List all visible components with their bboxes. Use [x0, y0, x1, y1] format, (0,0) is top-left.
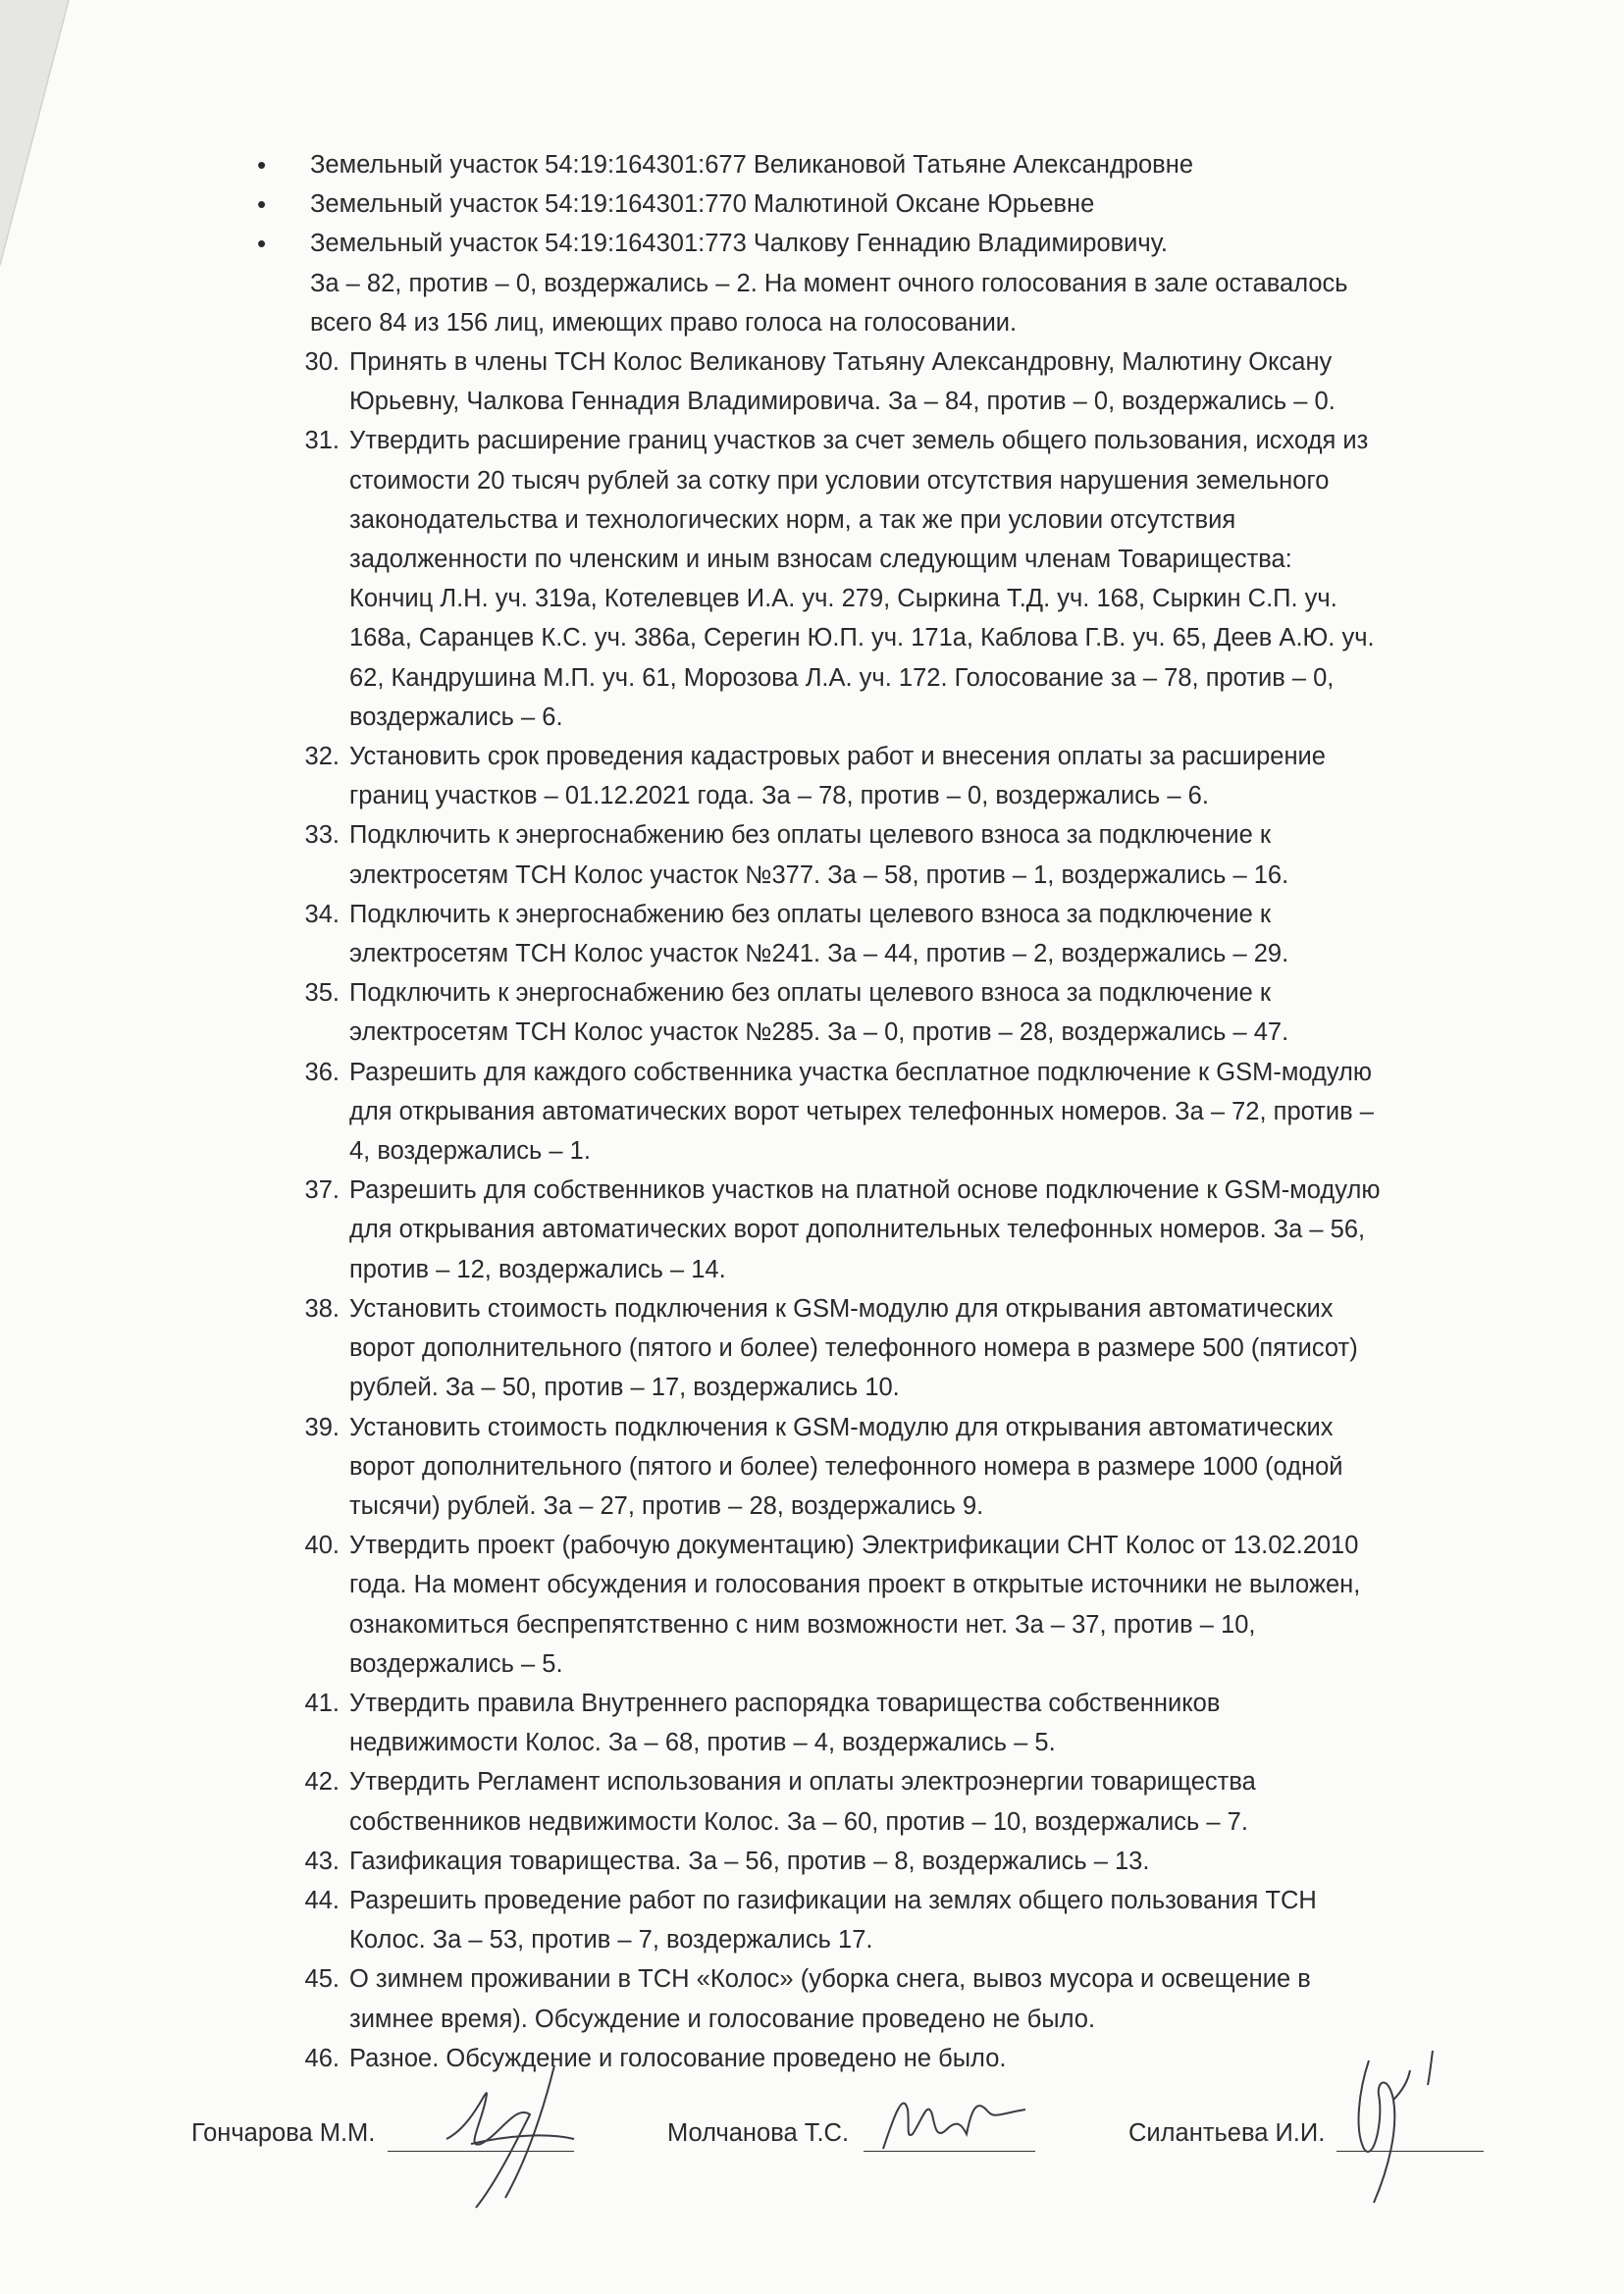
list-item [304, 1171, 1493, 1289]
item-text-line: Юрьевну, Чалкова Геннадия Владимировича. За – 84, против – 0, воздержались – 0. [349, 388, 1336, 416]
item-number: 42. [304, 1768, 340, 1797]
item-number: 38. [304, 1294, 340, 1323]
item-text-line: Подключить к энергоснабжению без оплаты целевого взноса за подключение к [349, 979, 1272, 1008]
item-text-line: ворот дополнительного (пятого и более) телефонного номера в размере 500 (пятисот) [349, 1334, 1358, 1363]
item-text-line: недвижимости Колос. За – 68, против – 4, воздержались – 5. [349, 1729, 1056, 1757]
item-text-line: 62, Кандрушина М.П. уч. 61, Морозова Л.А. уч. 172. Голосование за – 78, против – 0, [349, 663, 1335, 692]
item-text-line: Установить стоимость подключения к GSM-модулю для открывания автоматических [349, 1294, 1334, 1323]
item-text-line: границ участков – 01.12.2021 года. За – 78, против – 0, воздержались – 6. [349, 782, 1209, 810]
item-number: 44. [304, 1886, 340, 1914]
item-text-line: Утвердить Регламент использования и оплаты электроэнергии товарищества [349, 1768, 1256, 1797]
list-item [304, 1289, 1493, 1408]
item-number: 36. [304, 1058, 340, 1086]
item-text-line: Утвердить правила Внутреннего распорядка товарищества собственников [349, 1689, 1221, 1717]
item-text-line: электросетям ТСН Колос участок №285. За – 0, против – 28, воздержались – 47. [349, 1018, 1289, 1047]
item-number: 41. [304, 1689, 340, 1717]
item-number: 30. [304, 348, 340, 377]
item-text-line: года. На момент обсуждения и голосования проект в открытые источники не выложен, [349, 1571, 1361, 1599]
list-item [304, 1526, 1493, 1684]
item-text-line: Разное. Обсуждение и голосование проведено не было. [349, 2044, 1007, 2072]
item-text-line: Подключить к энергоснабжению без оплаты целевого взноса за подключение к [349, 821, 1272, 850]
item-text-line: тысячи) рублей. За – 27, против – 28, воздержались 9. [349, 1491, 984, 1520]
list-item: • Земельный участок 54:19:164301:677 Великановой Татьяне Александровне [257, 145, 1493, 184]
item-text-line: Разрешить для собственников участков на платной основе подключение к GSM-модулю [349, 1176, 1381, 1205]
item-text-line: воздержались – 5. [349, 1649, 563, 1678]
signature-block [0, 2095, 1624, 2252]
item-text-line: Утвердить проект (рабочую документацию) Электрификации СНТ Колос от 13.02.2010 [349, 1532, 1359, 1560]
item-number: 34. [304, 900, 340, 928]
item-text-line: ворот дополнительного (пятого и более) телефонного номера в размере 1000 (одной [349, 1452, 1343, 1481]
item-number: 46. [304, 2044, 340, 2072]
item-number: 31. [304, 427, 340, 455]
item-text-line: Газификация товарищества. За – 56, против – 8, воздержались – 13. [349, 1847, 1150, 1875]
list-item [304, 1762, 1493, 1841]
item-text-line: против – 12, воздержались – 14. [349, 1255, 726, 1283]
page-fold-shadow [0, 0, 118, 275]
handwritten-signature [878, 2080, 1035, 2159]
list-item [304, 1053, 1493, 1172]
item-text-line: Установить срок проведения кадастровых работ и внесения оплаты за расширение [349, 743, 1326, 771]
item-text-line: электросетям ТСН Колос участок №241. За – 44, против – 2, воздержались – 29. [349, 940, 1289, 968]
item-number: 35. [304, 979, 340, 1008]
signatory-name: Силантьева И.И. [1128, 2119, 1326, 2147]
item-text-line: Кончиц Л.Н. уч. 319а, Котелевцев И.А. уч. 279, Сыркина Т.Д. уч. 168, Сыркин С.П. уч. [349, 585, 1337, 613]
item-text-line: 168а, Саранцев К.С. уч. 386а, Серегин Ю.П. уч. 171а, Каблова Г.В. уч. 65, Деев А.Ю. уч. [349, 624, 1375, 652]
item-text-line: Разрешить проведение работ по газификации на землях общего пользования ТСН [349, 1886, 1317, 1914]
item-number: 32. [304, 743, 340, 771]
list-item [304, 1408, 1493, 1527]
item-text-line: 4, воздержались – 1. [349, 1137, 591, 1166]
list-item [304, 973, 1493, 1052]
list-item: • Земельный участок 54:19:164301:773 Чалкову Геннадию Владимировичу. [257, 224, 1493, 263]
handwritten-signature [437, 2046, 584, 2213]
item-number: 37. [304, 1176, 340, 1205]
item-text-line: стоимости 20 тысяч рублей за сотку при условии отсутствия нарушения земельного [349, 466, 1330, 495]
item-text-line: Колос. За – 53, против – 7, воздержались 17. [349, 1926, 873, 1955]
item-number: 39. [304, 1413, 340, 1441]
vote-note: За – 82, против – 0, воздержались – 2. На момент очного голосования в зале оставалось всего 84 из 156 лиц, имеющих право голоса на голосовании. [310, 269, 1348, 337]
list-item [304, 1959, 1493, 2038]
item-number: 33. [304, 821, 340, 850]
item-text-line: электросетям ТСН Колос участок №377. За – 58, против – 1, воздержались – 16. [349, 860, 1289, 889]
item-text-line: воздержались – 6. [349, 703, 563, 731]
item-text-line: собственников недвижимости Колос. За – 60, против – 10, воздержались – 7. [349, 1807, 1248, 1836]
list-item [304, 895, 1493, 973]
list-item [304, 1684, 1493, 1762]
document-body [257, 145, 1493, 2078]
signatory-name: Молчанова Т.С. [667, 2119, 850, 2147]
signatory-name: Гончарова М.М. [191, 2119, 376, 2147]
handwritten-signature [1339, 2041, 1457, 2217]
resolution-list [257, 342, 1493, 2078]
list-item [304, 342, 1493, 421]
item-text-line: задолженности по членским и иным взносам следующим членам Товарищества: [349, 546, 1292, 574]
item-text-line: О зимнем проживании в ТСН «Колос» (уборка снега, вывоз мусора и освещение в [349, 1965, 1311, 1994]
item-text-line: ознакомиться беспрепятственно с ним возможности нет. За – 37, против – 10, [349, 1610, 1256, 1639]
item-text-line: Установить стоимость подключения к GSM-модулю для открывания автоматических [349, 1413, 1334, 1441]
list-item [304, 1881, 1493, 1959]
item-text-line: зимнее время). Обсуждение и голосование проведено не было. [349, 2005, 1096, 2033]
list-item [304, 1842, 1493, 1881]
item-text-line: Подключить к энергоснабжению без оплаты целевого взноса за подключение к [349, 900, 1272, 928]
land-plot-list [257, 145, 1493, 264]
item-text-line: законодательства и технологических норм, а так же при условии отсутствия [349, 505, 1236, 534]
item-text-line: Утвердить расширение границ участков за счет земель общего пользования, исходя из [349, 427, 1369, 455]
item-number: 43. [304, 1847, 340, 1875]
list-item: • Земельный участок 54:19:164301:770 Малютиной Оксане Юрьевне [257, 184, 1493, 224]
item-text-line: Разрешить для каждого собственника участка бесплатное подключение к GSM-модулю [349, 1058, 1373, 1086]
item-text-line: для открывания автоматических ворот дополнительных телефонных номеров. За – 56, [349, 1216, 1366, 1244]
list-item [304, 815, 1493, 894]
item-text-line: для открывания автоматических ворот четырех телефонных номеров. За – 72, против – [349, 1097, 1374, 1125]
item-number: 45. [304, 1965, 340, 1994]
list-item [304, 737, 1493, 815]
list-item [304, 421, 1493, 737]
item-text-line: Принять в члены ТСН Колос Великанову Татьяну Александровну, Малютину Оксану [349, 348, 1333, 377]
item-text-line: рублей. За – 50, против – 17, воздержались 10. [349, 1374, 900, 1402]
item-number: 40. [304, 1532, 340, 1560]
